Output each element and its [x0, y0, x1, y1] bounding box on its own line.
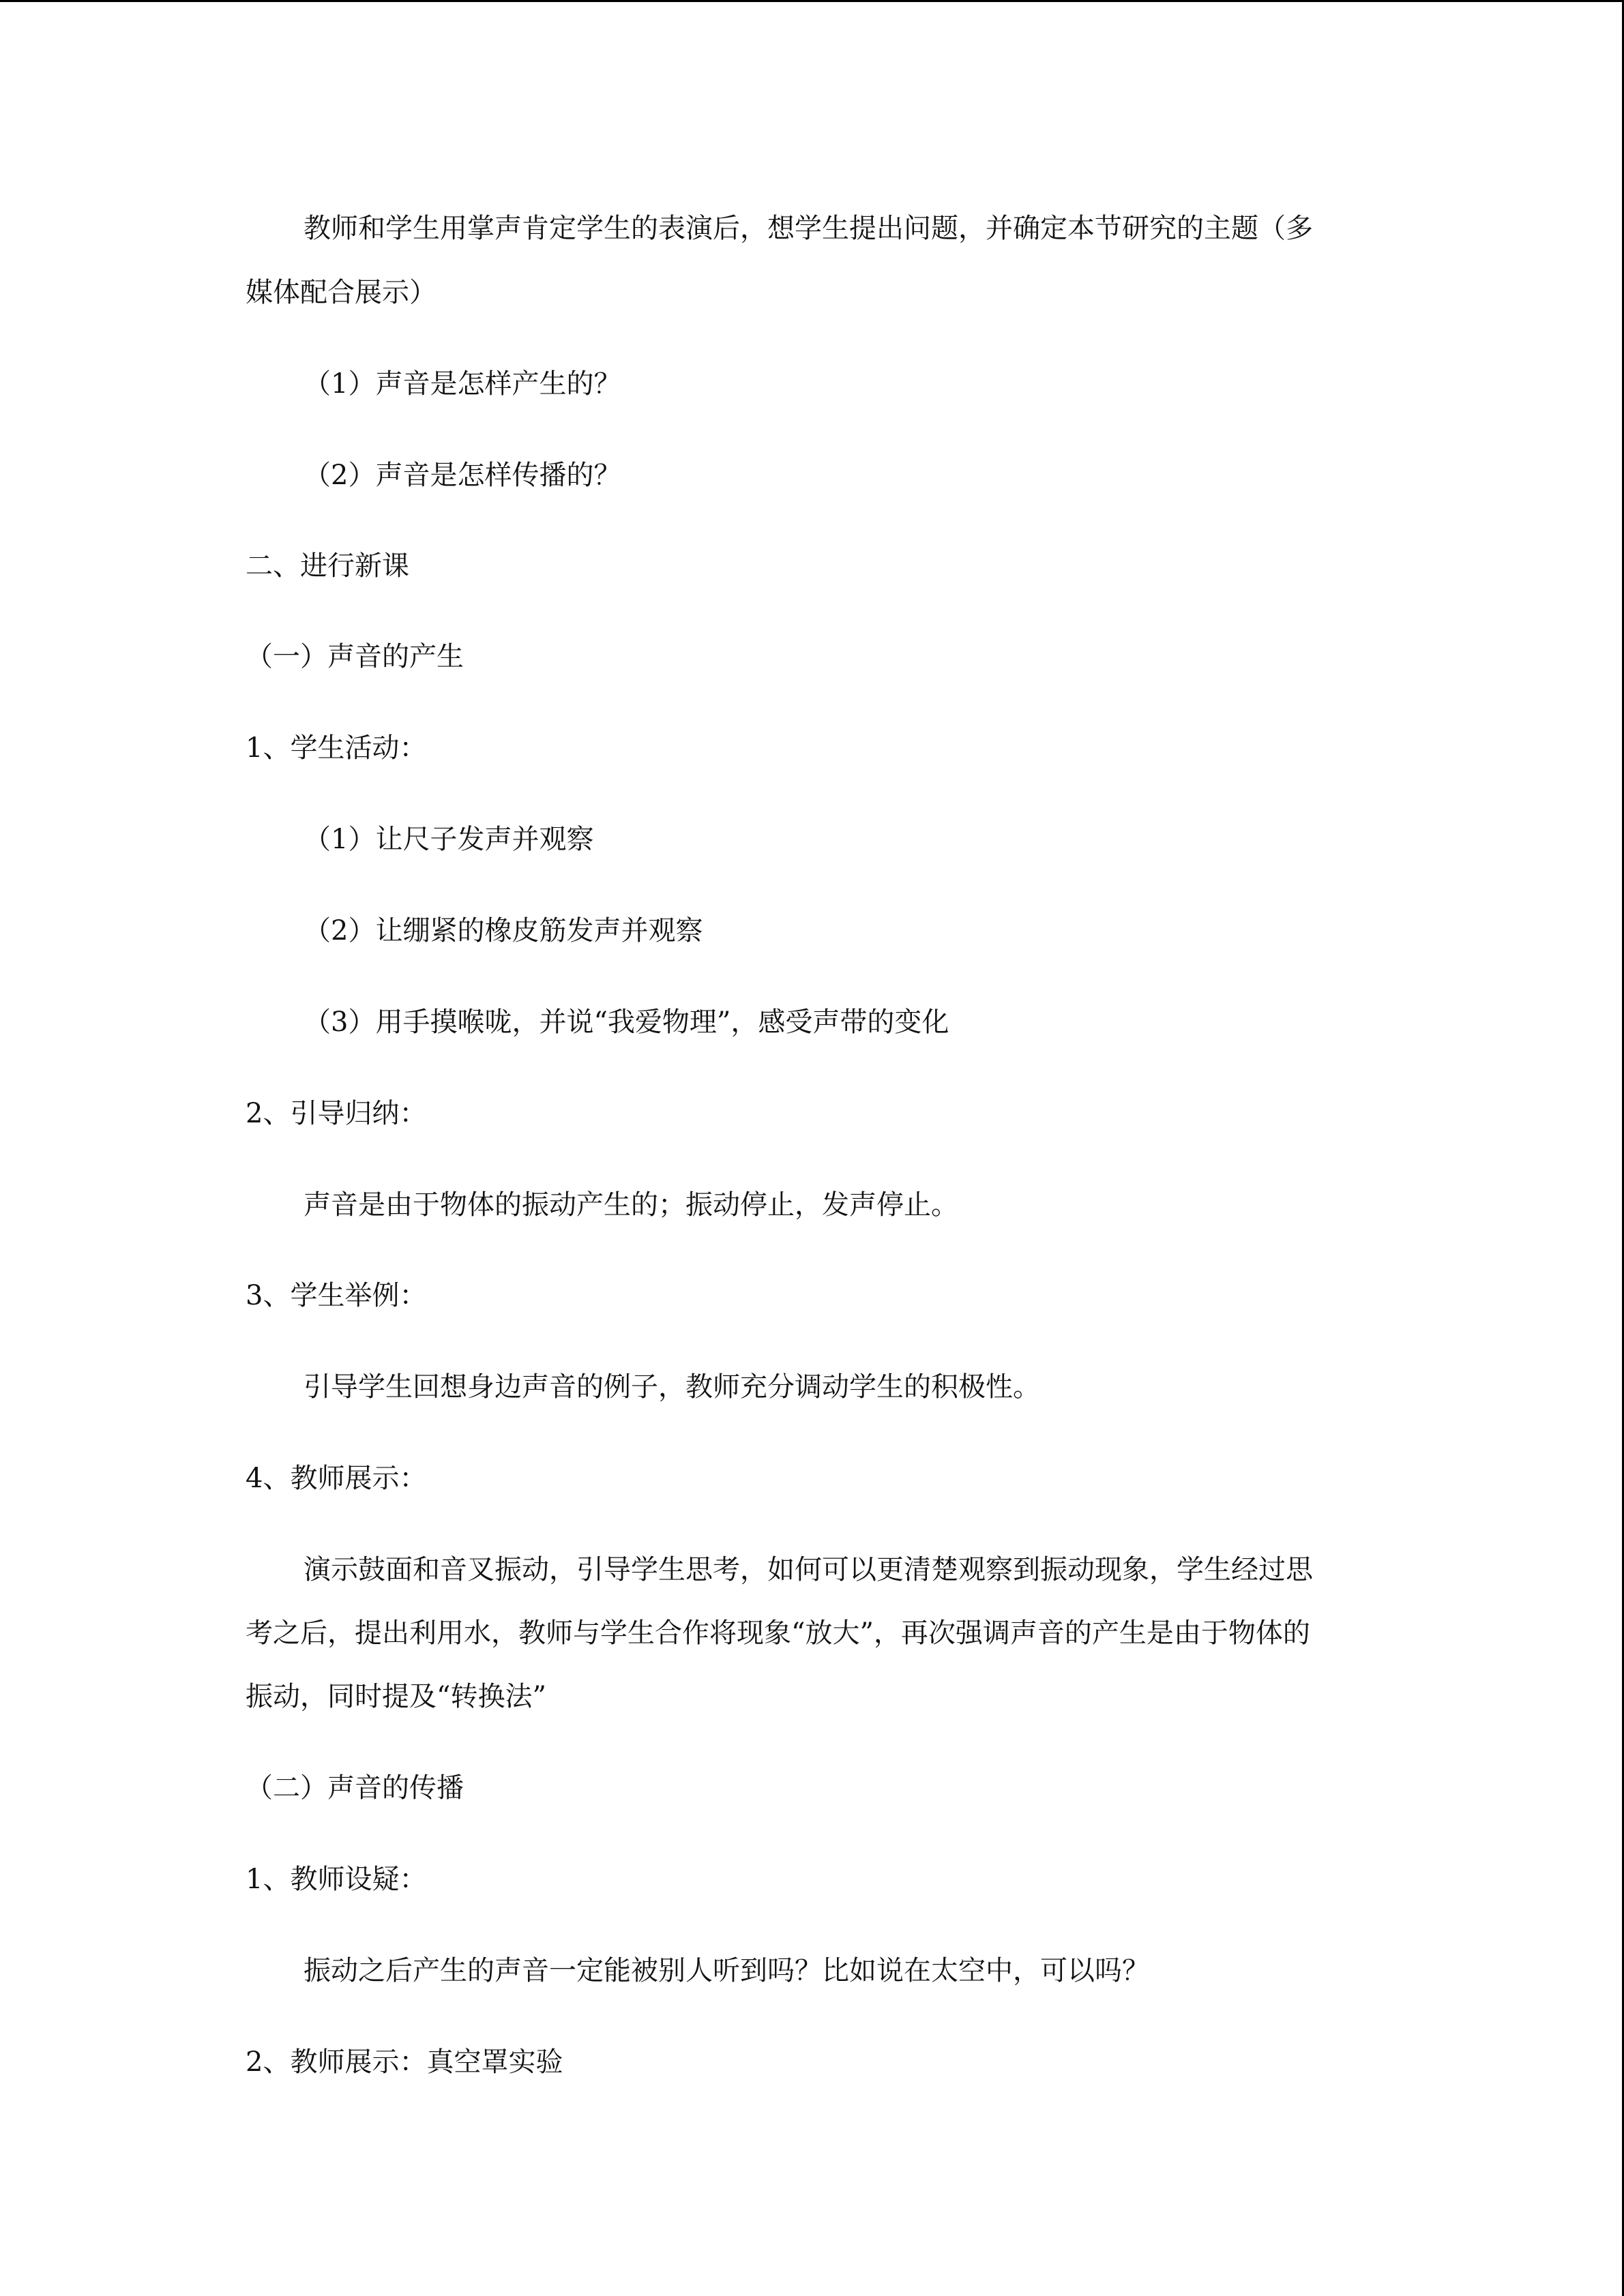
demo-text-line-2: 考之后，提出利用水，教师与学生合作将现象“放大”，再次强调声音的产生是由于物体的 — [246, 1617, 1310, 1649]
item-student-examples: 3、学生举例： — [246, 1280, 427, 1311]
subsection-heading-sound-propagation: （二）声音的传播 — [246, 1772, 464, 1804]
item-vacuum-experiment: 2、教师展示：真空罩实验 — [246, 2046, 563, 2078]
examples-text: 引导学生回想身边声音的例子，教师充分调动学生的积极性。 — [304, 1371, 1040, 1403]
question-2: （2）声音是怎样传播的？ — [304, 460, 621, 491]
paragraph-intro-line-1: 教师和学生用掌声肯定学生的表演后，想学生提出问题，并确定本节研究的主题（多 — [304, 213, 1313, 244]
activity-3: （3）用手摸喉咙，并说“我爱物理”，感受声带的变化 — [304, 1007, 949, 1038]
item-teacher-demo: 4、教师展示： — [246, 1463, 427, 1494]
paragraph-intro-line-2: 媒体配合展示） — [246, 277, 437, 308]
summary-text: 声音是由于物体的振动产生的；振动停止，发声停止。 — [304, 1189, 958, 1221]
section-heading-new-lesson: 二、进行新课 — [246, 550, 409, 582]
question-1: （1）声音是怎样产生的？ — [304, 368, 621, 400]
subsection-heading-sound-production: （一）声音的产生 — [246, 641, 464, 672]
activity-1: （1）让尺子发声并观察 — [304, 824, 594, 855]
demo-text-line-1: 演示鼓面和音叉振动，引导学生思考，如何可以更清楚观察到振动现象，学生经过思 — [304, 1554, 1313, 1585]
item-teacher-question: 1、教师设疑： — [246, 1864, 427, 1895]
item-student-activity: 1、学生活动： — [246, 732, 427, 764]
item-guided-summary: 2、引导归纳： — [246, 1098, 427, 1129]
activity-2: （2）让绷紧的橡皮筋发声并观察 — [304, 915, 703, 946]
question-text: 振动之后产生的声音一定能被别人听到吗？比如说在太空中，可以吗？ — [304, 1955, 1149, 1986]
demo-text-line-3: 振动，同时提及“转换法” — [246, 1681, 546, 1712]
